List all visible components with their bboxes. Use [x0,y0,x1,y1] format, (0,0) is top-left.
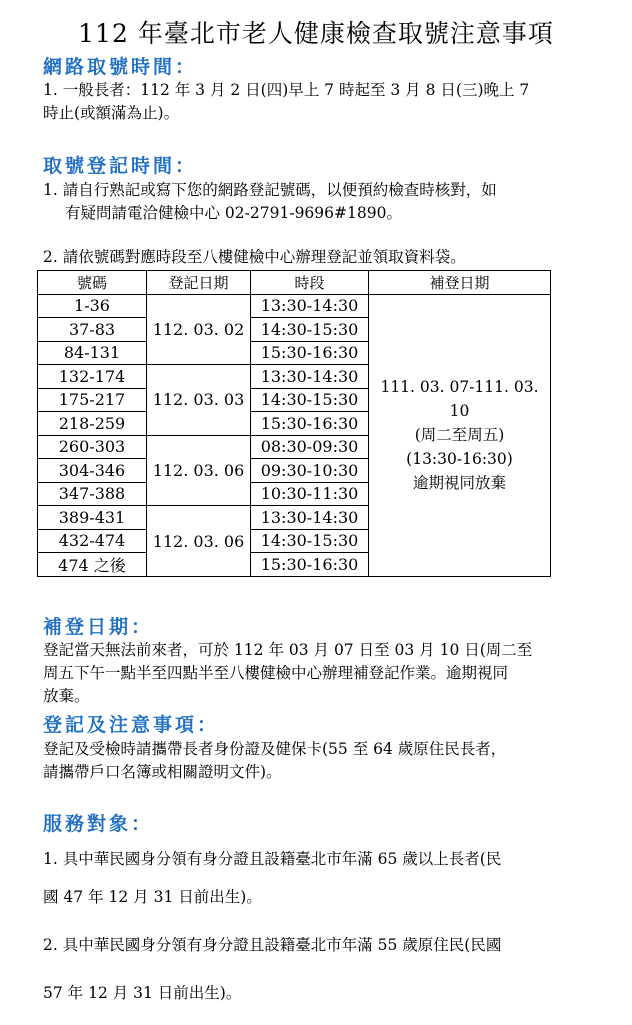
online-registration-heading: 網路取號時間： [43,56,198,78]
eligibility-item-1-line-1: 1. 具中華民國身分領有身分證且設籍臺北市年滿 65 歲以上長者(民 [43,850,502,868]
cell-number: 175-217 [38,388,147,412]
text-line: 登記當天無法前來者，可於 112 年 03 月 07 日至 03 月 10 日(周二至 [43,641,533,659]
cell-timeslot: 10:30-11:30 [251,482,369,506]
notes-text [43,738,588,784]
cell-date: 112. 03. 06 [147,506,251,577]
schedule-table [37,270,551,577]
cell-timeslot: 13:30-14:30 [251,506,369,530]
cell-number: 1-36 [38,294,147,318]
cell-number: 37-83 [38,318,147,342]
makeup-registration-heading: 補登日期： [43,616,154,638]
cell-date: 112. 03. 06 [147,435,251,506]
online-registration-text [43,79,588,125]
registration-instruction: 2. 請依號碼對應時段至八樓健檢中心辦理登記並領取資料袋。 [43,248,466,266]
cell-number: 474 之後 [38,553,147,577]
header-number: 號碼 [38,271,147,295]
cell-timeslot: 14:30-15:30 [251,318,369,342]
text-line: 登記及受檢時請攜帶長者身份證及健保卡(55 至 64 歲原住民長者， [43,740,507,758]
eligibility-heading: 服務對象： [43,813,154,835]
cell-timeslot: 09:30-10:30 [251,459,369,483]
cell-makeup-date [369,294,551,577]
header-makeup-date: 補登日期 [369,271,551,295]
cell-timeslot: 08:30-09:30 [251,435,369,459]
text-line: 請攜帶戶口名簿或相關證明文件)。 [43,763,282,781]
cell-timeslot: 15:30-16:30 [251,412,369,436]
header-date: 登記日期 [147,271,251,295]
cell-timeslot: 15:30-16:30 [251,553,369,577]
cell-timeslot: 14:30-15:30 [251,388,369,412]
makeup-range: 111. 03. 07-111. 03. 10 [380,378,539,421]
registration-time-heading: 取號登記時間： [43,155,198,177]
eligibility-item-1-line-2: 國 47 年 12 月 31 日前出生)。 [43,888,262,906]
cell-timeslot: 15:30-16:30 [251,341,369,365]
cell-timeslot: 13:30-14:30 [251,365,369,389]
text-line: 時止(或額滿為止)。 [43,104,180,122]
eligibility-item-2-line-2: 57 年 12 月 31 日前出生)。 [43,984,242,1002]
text-line: 有疑問請電洽健檢中心 02-2791-9696#1890。 [65,204,402,222]
cell-number: 260-303 [38,435,147,459]
notes-heading: 登記及注意事項： [43,714,220,736]
cell-number: 84-131 [38,341,147,365]
table-header-row [38,271,551,295]
cell-number: 304-346 [38,459,147,483]
header-timeslot: 時段 [251,271,369,295]
cell-date: 112. 03. 03 [147,365,251,436]
text-line: 1. 請自行熟記或寫下您的網路登記號碼，以便預約檢查時核對，如 [43,181,497,199]
makeup-hours: (13:30-16:30) [406,450,513,469]
cell-number: 432-474 [38,529,147,553]
eligibility-item-2-line-1: 2. 具中華民國身分領有身分證且設籍臺北市年滿 55 歲原住民(民國 [43,936,502,954]
page-title: 112 年臺北市老人健康檢查取號注意事項 [78,19,554,48]
cell-date: 112. 03. 02 [147,294,251,365]
cell-number: 218-259 [38,412,147,436]
makeup-note: 逾期視同放棄 [412,474,506,493]
registration-time-text [43,179,588,225]
cell-timeslot: 14:30-15:30 [251,529,369,553]
text-line: 放棄。 [43,687,90,705]
cell-timeslot: 13:30-14:30 [251,294,369,318]
table-row [38,294,551,318]
text-line: 1. 一般長者：112 年 3 月 2 日(四)早上 7 時起至 3 月 8 日(三)晚上 7 [43,81,530,99]
text-line: 周五下午一點半至四點半至八樓健檢中心辦理補登記作業。逾期視同 [43,664,509,682]
makeup-registration-text [43,639,588,708]
cell-number: 132-174 [38,365,147,389]
cell-number: 347-388 [38,482,147,506]
makeup-days: (周二至周五) [414,426,505,445]
cell-number: 389-431 [38,506,147,530]
